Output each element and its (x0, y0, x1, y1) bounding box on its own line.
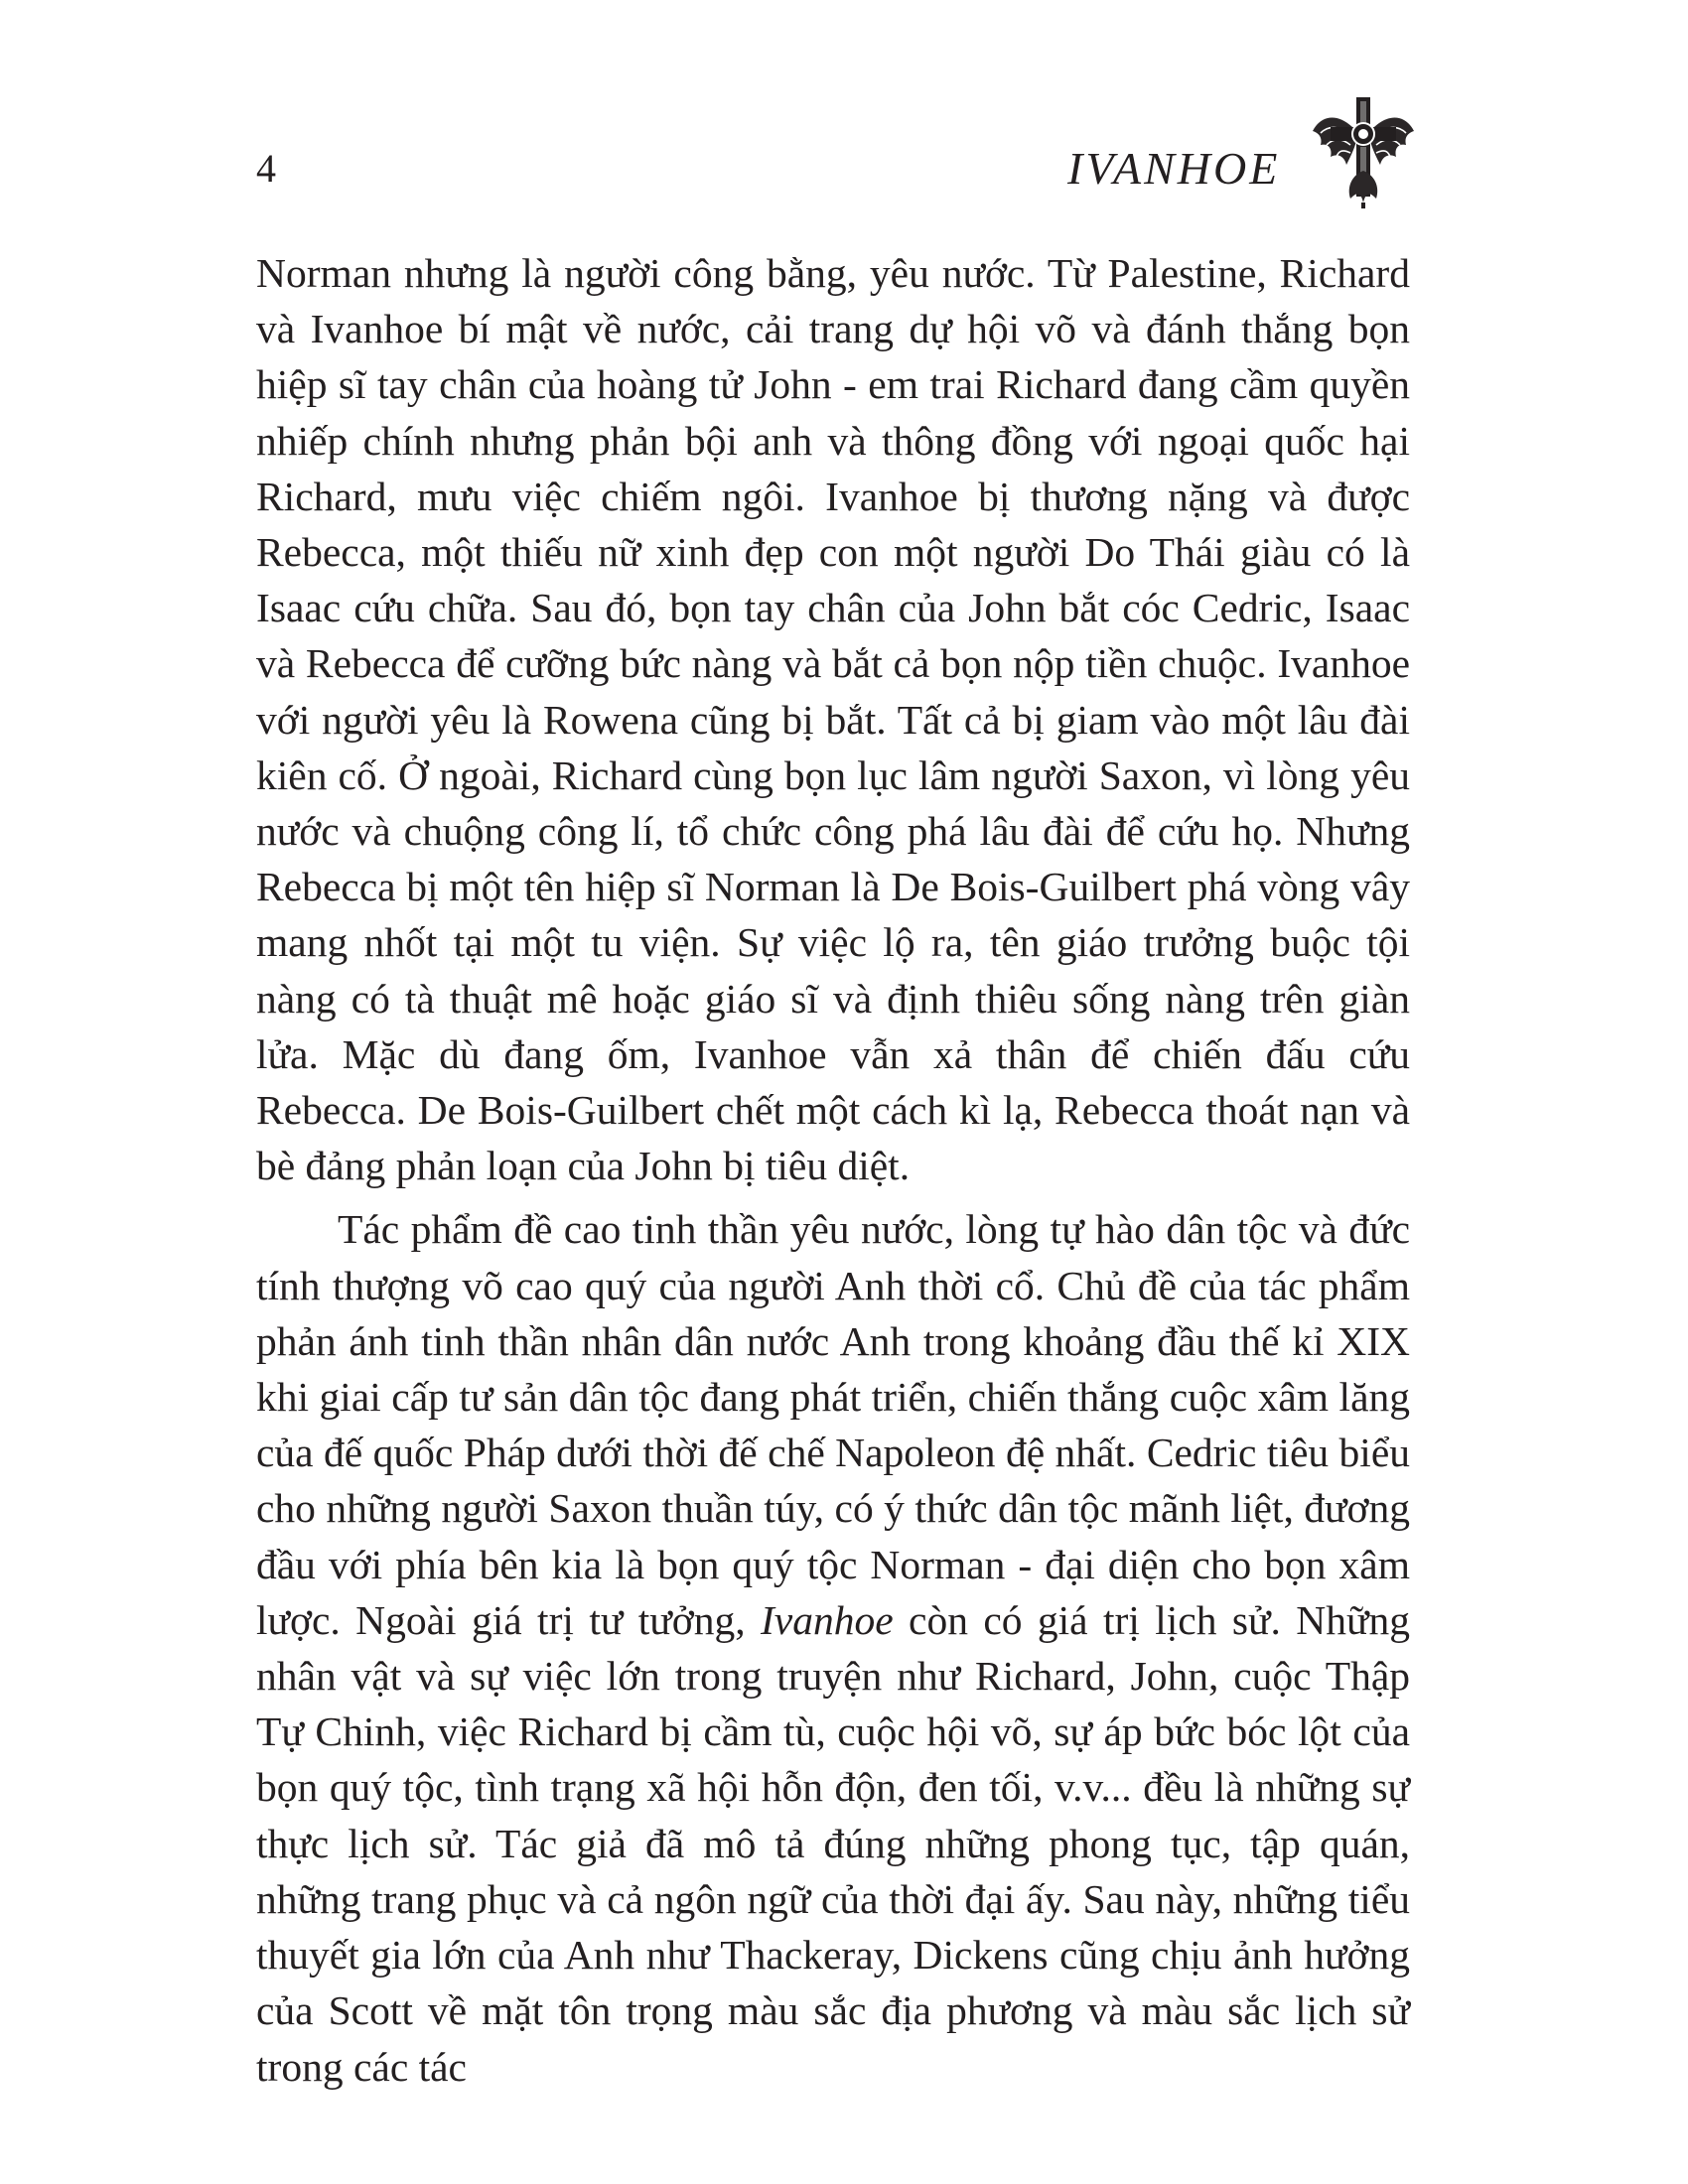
body-text (256, 245, 1410, 2095)
book-title-italic: Ivanhoe (760, 1596, 894, 1643)
paragraph-2 (256, 1201, 1410, 2094)
page-number: 4 (256, 146, 276, 191)
winged-cross-emblem-icon (1309, 91, 1418, 210)
paragraph-1: Norman nhưng là người công bằng, yêu nước. Từ Palestine, Richard và Ivanhoe bí mật về nước, cải trang dự hội võ và đánh thắng bọn hiệp sĩ tay chân của hoàng tử John - em trai Richard đang cầm quyền nhiếp chính nhưng phản bội anh và thông đồng với ngoại quốc hại Richard, mưu việc chiếm ngôi. Ivanhoe bị thương nặng và được Rebecca, một thiếu nữ xinh đẹp con một người Do Thái giàu có là Isaac cứu chữa. Sau đó, bọn tay chân của John bắt cóc Cedric, Isaac và Rebecca để cưỡng bức nàng và bắt cả bọn nộp tiền chuộc. Ivanhoe với người yêu là Rowena cũng bị bắt. Tất cả bị giam vào một lâu đài kiên cố. Ở ngoài, Richard cùng bọn lục lâm người Saxon, vì lòng yêu nước và chuộng công lí, tổ chức công phá lâu đài để cứu họ. Nhưng Rebecca bị một tên hiệp sĩ Norman là De Bois-Guilbert phá vòng vây mang nhốt tại một tu viện. Sự việc lộ ra, tên giáo trưởng buộc tội nàng có tà thuật mê hoặc giáo sĩ và định thiêu sống nàng trên giàn lửa. Mặc dù đang ốm, Ivanhoe vẫn xả thân để chiến đấu cứu Rebecca. De Bois-Guilbert chết một cách kì lạ, Rebecca thoát nạn và bè đảng phản loạn của John bị tiêu diệt. (256, 250, 1410, 1189)
paragraph-2-text-b: còn có giá trị lịch sử. Những nhân vật và sự việc lớn trong truyện như Richard, John, cuộc Thập Tự Chinh, việc Richard bị cầm tù, cuộc hội võ, sự áp bức bóc lột của bọn quý tộc, tình trạng xã hội hỗn độn, đen tối, v.v... đều là những sự thực lịch sử. Tác giả đã mô tả đúng những phong tục, tập quán, những trang phục và cả ngôn ngữ của thời đại ấy. Sau này, những tiểu thuyết gia lớn của Anh như Thackeray, Dickens cũng chịu ảnh hưởng của Scott về mặt tôn trọng màu sắc địa phương và màu sắc lịch sử trong các tác (256, 1596, 1410, 2090)
running-title: IVANHOE (1067, 143, 1281, 194)
paragraph-2-text-a: Tác phẩm đề cao tinh thần yêu nước, lòng tự hào dân tộc và đức tính thượng võ cao quý của người Anh thời cổ. Chủ đề của tác phẩm phản ánh tinh thần nhân dân nước Anh trong khoảng đầu thế kỉ XIX khi giai cấp tư sản dân tộc đang phát triển, chiến thắng cuộc xâm lăng của đế quốc Pháp dưới thời đế chế Napoleon đệ nhất. Cedric tiêu biểu cho những người Saxon thuần túy, có ý thức dân tộc mãnh liệt, đương đầu với phía bên kia là bọn quý tộc Norman - đại diện cho bọn xâm lược. Ngoài giá trị tư tưởng, (256, 1206, 1410, 1643)
